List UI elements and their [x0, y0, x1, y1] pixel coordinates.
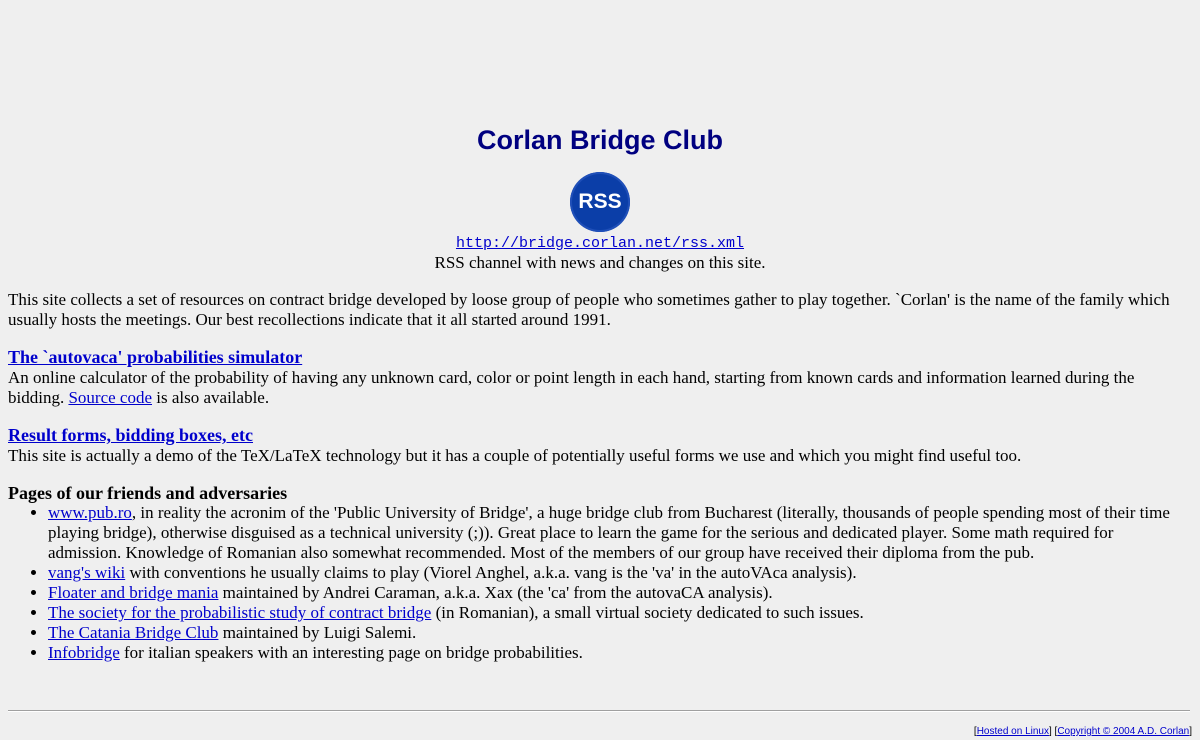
footer: [974, 726, 1192, 738]
section-autovaca: [8, 347, 1184, 408]
autovaca-text: An online calculator of the probability of having any unknown card, color or point length in each hand, starting from known cards and information learned during the bidding.: [8, 368, 1135, 407]
list-item-text: , in reality the acronim of the 'Public University of Bridge', a huge bridge club from Bucharest (literally, thousands of people spending most of their time playing bridge), otherwise disguised as a technical university (;)). Great place to learn the game for the serious and dedicated player. Some math required for admission. Knowledge of Romanian also somewhat recommended. Most of the members of our group have received their diploma from the pub.: [48, 503, 1170, 562]
hosted-on-linux-link[interactable]: Hosted on Linux: [976, 726, 1049, 737]
footer-bracket-open: [: [973, 726, 977, 737]
friends-heading: Pages of our friends and adversaries: [8, 483, 288, 503]
footer-divider: [8, 710, 1190, 712]
footer-bracket-mid: ] [: [1048, 726, 1058, 737]
rss-description: RSS channel with news and changes on this site.: [434, 253, 766, 272]
result-forms-link[interactable]: Result forms, bidding boxes, etc: [8, 425, 254, 445]
page-title: Corlan Bridge Club: [476, 125, 723, 155]
autovaca-link[interactable]: The `autovaca' probabilities simulator: [8, 347, 303, 367]
list-item-text: (in Romanian), a small virtual society dedicated to such issues.: [431, 603, 864, 622]
pub-ro-link[interactable]: www.pub.ro: [48, 503, 132, 522]
list-item: [48, 583, 1184, 603]
rss-url-link[interactable]: http://bridge.corlan.net/rss.xml: [455, 235, 745, 252]
infobridge-link[interactable]: Infobridge: [48, 643, 120, 662]
list-item: [48, 623, 1184, 643]
section-result-forms: [8, 425, 1184, 466]
list-item: [48, 603, 1184, 623]
list-item-text: maintained by Andrei Caraman, a.k.a. Xax (the 'ca' from the autovaCA analysis).: [218, 583, 773, 602]
list-item-text: for italian speakers with an interesting page on bridge probabilities.: [119, 643, 583, 662]
vang-wiki-link[interactable]: vang's wiki: [48, 563, 126, 582]
list-item-text: with conventions he usually claims to play (Viorel Anghel, a.k.a. vang is the 'va' in the autoVAca analysis).: [125, 563, 857, 582]
intro-paragraph: This site collects a set of resources on contract bridge developed by loose group of people who sometimes gather to play together. `Corlan' is the name of the family which usually hosts the meetings. Our best recollections indicate that it all started around 1991.: [8, 290, 1170, 329]
list-item: [48, 643, 1184, 663]
rss-icon[interactable]: RSS: [570, 172, 630, 232]
floater-link[interactable]: Floater and bridge mania: [48, 583, 219, 602]
rss-block: [0, 172, 1200, 273]
friends-list: [8, 503, 1184, 663]
main-content: [8, 290, 1184, 663]
copyright-link[interactable]: Copyright © 2004 A.D. Corlan: [1057, 726, 1190, 737]
list-item-text: maintained by Luigi Salemi.: [218, 623, 417, 642]
autovaca-text-after: is also available.: [152, 388, 270, 407]
footer-bracket-close: ]: [1189, 726, 1192, 737]
catania-link[interactable]: The Catania Bridge Club: [48, 623, 219, 642]
probabilistic-society-link[interactable]: The society for the probabilistic study of contract bridge: [48, 603, 432, 622]
list-item: [48, 503, 1184, 563]
autovaca-description: [8, 368, 1184, 408]
source-code-link[interactable]: Source code: [68, 388, 153, 407]
list-item: [48, 563, 1184, 583]
result-forms-description: This site is actually a demo of the TeX/LaTeX technology but it has a couple of potentially useful forms we use and which you might find useful too.: [8, 446, 1022, 465]
